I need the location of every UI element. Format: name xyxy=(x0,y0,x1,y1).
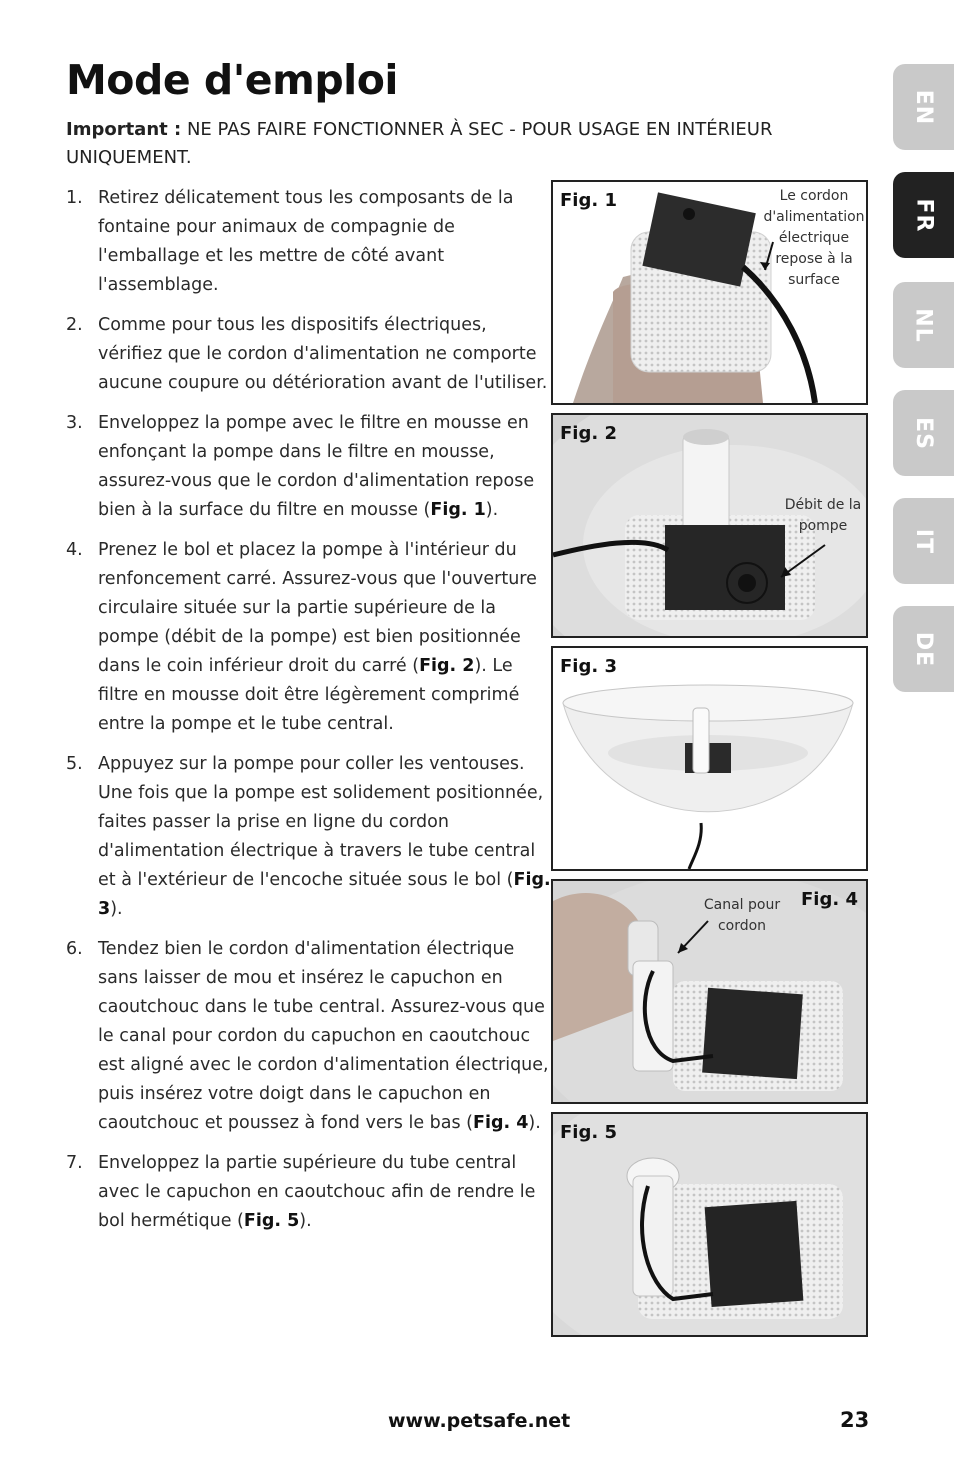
step-text: Comme pour tous les dispositifs électriques, vérifiez que le cordon d'alimentation ne comporte aucune coupure ou détérioration avant de l'utiliser. xyxy=(98,315,548,393)
step-text: ). xyxy=(110,899,123,919)
tab-fr[interactable] xyxy=(893,172,954,258)
page-number: 23 xyxy=(840,1408,870,1432)
tab-es-label: ES xyxy=(911,416,936,450)
figure-reference: Fig. 1 xyxy=(430,500,486,520)
step-text: Appuyez sur la pompe pour coller les ventouses. Une fois que la pompe est solidement positionnée, faites passer la prise en ligne du cordon d'alimentation électrique à travers le tube central et à l'extérieur de l'encoche située sous le bol ( xyxy=(98,754,544,890)
step-number: 6. xyxy=(66,939,83,959)
step-item xyxy=(66,935,556,1138)
important-label: Important : xyxy=(66,119,182,140)
step-item xyxy=(66,409,556,525)
step-text: Enveloppez la partie supérieure du tube central avec le capuchon en caoutchouc afin de rendre le bol hermétique ( xyxy=(98,1153,536,1231)
step-item xyxy=(66,184,556,300)
figure-reference: Fig. 4 xyxy=(473,1113,529,1133)
step-item xyxy=(66,536,556,739)
figure-reference: Fig. 2 xyxy=(419,656,475,676)
step-text: Retirez délicatement tous les composants de la fontaine pour animaux de compagnie de l'emballage et les mettre de côté avant l'assemblage. xyxy=(98,188,514,295)
step-text: Tendez bien le cordon d'alimentation électrique sans laisser de mou et insérez le capuchon en caoutchouc dans le tube central. Assurez-vous que le canal pour cordon du capuchon en caoutchouc est aligné avec le cordon d'alimentation électrique, puis insérez votre doigt dans le capuchon en caoutchouc et poussez à fond vers le bas ( xyxy=(98,939,549,1133)
step-number: 7. xyxy=(66,1153,83,1173)
tab-nl-label: NL xyxy=(911,307,936,343)
fig3-photo xyxy=(553,648,866,869)
fig5-photo xyxy=(553,1114,866,1335)
step-text: ). xyxy=(485,500,499,520)
fig2-callout: Débit de la pompe xyxy=(784,497,862,534)
step-item xyxy=(66,1149,556,1236)
instruction-steps xyxy=(66,184,556,1247)
step-number: 5. xyxy=(66,754,83,774)
important-text: NE PAS FAIRE FONCTIONNER À SEC - POUR USAGE EN INTÉRIEUR UNIQUEMENT. xyxy=(66,119,773,168)
fig4-callout: Canal pour cordon xyxy=(703,897,781,934)
fig5-label: Fig. 5 xyxy=(560,1122,617,1143)
step-text: ). xyxy=(528,1113,541,1133)
fig1-label: Fig. 1 xyxy=(560,190,617,211)
step-number: 3. xyxy=(66,413,83,433)
tab-fr-label: FR xyxy=(911,198,936,232)
important-notice xyxy=(66,116,786,172)
tab-en[interactable] xyxy=(893,64,954,150)
figure-reference: Fig. 5 xyxy=(243,1211,300,1231)
tab-it[interactable] xyxy=(893,498,954,584)
step-text: Prenez le bol et placez la pompe à l'intérieur du renfoncement carré. Assurez-vous que l'ouverture circulaire située sur la partie supérieure de la pompe (débit de la pompe) est bien positionnée dans le coin inférieur droit du carré ( xyxy=(98,540,537,676)
tab-de-label: DE xyxy=(910,631,936,667)
step-text: ). xyxy=(299,1211,312,1231)
tab-en-label: EN xyxy=(910,89,936,125)
tab-it-label: IT xyxy=(910,528,936,554)
fig1-callout: Le cordon d'alimentation électrique repose à la surface xyxy=(763,188,865,288)
footer-url[interactable]: www.petsafe.net xyxy=(388,1410,571,1432)
step-item xyxy=(66,311,556,398)
fig2-label: Fig. 2 xyxy=(560,423,617,444)
step-text: Enveloppez la pompe avec le filtre en mousse en enfonçant la pompe dans le filtre en mousse, assurez-vous que le cordon d'alimentation repose bien à la surface du filtre en mousse ( xyxy=(98,413,535,520)
step-number: 1. xyxy=(66,188,83,208)
fig3-label: Fig. 3 xyxy=(560,656,617,677)
step-number: 2. xyxy=(66,315,83,335)
figure-4 xyxy=(551,879,868,1104)
fig4-label: Fig. 4 xyxy=(801,889,858,910)
tab-de[interactable] xyxy=(893,606,954,692)
tab-es[interactable] xyxy=(893,390,954,476)
tab-nl[interactable] xyxy=(893,282,954,368)
figure-3 xyxy=(551,646,868,871)
step-item xyxy=(66,750,556,924)
figure-reference: Fig. 3 xyxy=(98,870,551,919)
step-text: ). Le filtre en mousse doit être légèrement comprimé entre la pompe et le tube central. xyxy=(98,656,520,734)
figure-2 xyxy=(551,413,868,638)
figure-1 xyxy=(551,180,868,405)
step-number: 4. xyxy=(66,540,83,560)
figure-5 xyxy=(551,1112,868,1337)
page-title: Mode d'emploi xyxy=(66,56,398,104)
